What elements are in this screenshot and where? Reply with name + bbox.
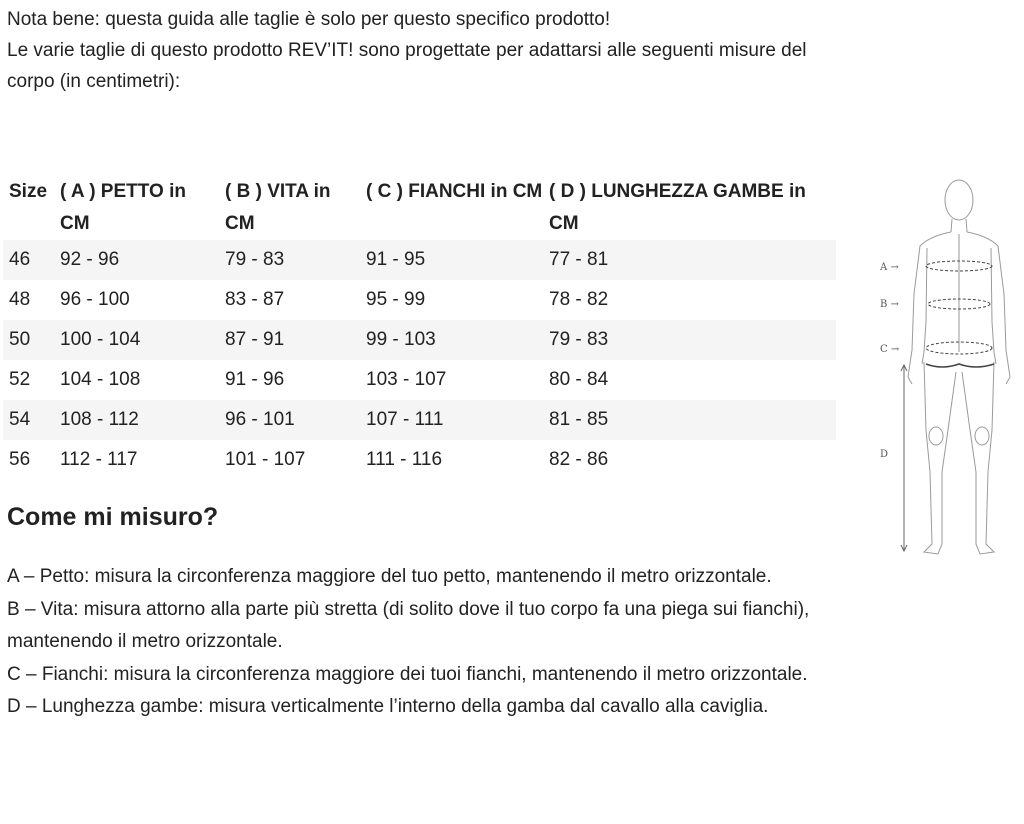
header-chest: ( A ) PETTO in CM bbox=[60, 181, 186, 234]
howto-steps bbox=[7, 561, 837, 724]
cell-size: 56 bbox=[9, 449, 31, 470]
step-leg-length: D – Lunghezza gambe: misura verticalmente l’interno della gamba dal cavallo alla caviglia. bbox=[7, 696, 769, 717]
cell-size: 46 bbox=[3, 240, 54, 280]
intro-description: Le varie taglie di questo prodotto REV’IT! sono progettate per adattarsi alle seguenti misure del corpo (in centimetri): bbox=[7, 40, 807, 92]
label-b: B → bbox=[880, 299, 899, 310]
cell-size: 50 bbox=[3, 320, 54, 360]
table-row bbox=[3, 400, 836, 440]
cell-chest: 112 - 117 bbox=[60, 449, 138, 470]
label-d: D bbox=[880, 449, 889, 460]
cell-waist: 96 - 101 bbox=[219, 400, 360, 440]
table-row bbox=[3, 240, 836, 280]
cell-leg-length: 79 - 83 bbox=[543, 320, 836, 360]
cell-chest: 100 - 104 bbox=[54, 320, 219, 360]
table-row bbox=[3, 280, 836, 320]
intro-note: Nota bene: questa guida alle taglie è solo per questo specifico prodotto! bbox=[7, 9, 611, 30]
step-chest: A – Petto: misura la circonferenza maggiore del tuo petto, mantenendo il metro orizzontale. bbox=[7, 566, 772, 587]
cell-leg-length: 78 - 82 bbox=[549, 289, 609, 310]
cell-waist: 91 - 96 bbox=[225, 369, 285, 390]
cell-chest: 96 - 100 bbox=[60, 289, 130, 310]
cell-waist: 101 - 107 bbox=[225, 449, 306, 470]
size-table-header-row bbox=[3, 172, 836, 240]
step-hips: C – Fianchi: misura la circonferenza maggiore dei tuoi fianchi, mantenendo il metro orizzontale. bbox=[7, 663, 808, 685]
cell-leg-length: 80 - 84 bbox=[549, 369, 609, 390]
howto-title: Come mi misuro? bbox=[7, 503, 219, 531]
cell-size: 52 bbox=[9, 369, 31, 390]
size-table bbox=[3, 172, 836, 480]
table-row bbox=[3, 360, 836, 400]
header-waist: ( B ) VITA in CM bbox=[225, 181, 331, 234]
cell-waist: 83 - 87 bbox=[225, 289, 285, 310]
cell-hips: 91 - 95 bbox=[360, 240, 543, 280]
body-measurement-figure bbox=[872, 172, 1022, 564]
cell-chest: 108 - 112 bbox=[54, 400, 219, 440]
cell-leg-length: 82 - 86 bbox=[549, 449, 609, 470]
cell-waist: 87 - 91 bbox=[219, 320, 360, 360]
cell-leg-length: 77 - 81 bbox=[543, 240, 836, 280]
cell-waist: 79 - 83 bbox=[219, 240, 360, 280]
step-waist: B – Vita: misura attorno alla parte più stretta (di solito dove il tuo corpo fa una piega sui fianchi), mantenendo il metro orizzontale. bbox=[7, 598, 810, 652]
cell-hips: 103 - 107 bbox=[366, 369, 447, 390]
cell-size: 48 bbox=[9, 289, 31, 310]
header-leg-length: ( D ) LUNGHEZZA GAMBE in CM bbox=[549, 181, 806, 234]
cell-chest: 92 - 96 bbox=[54, 240, 219, 280]
header-size: Size bbox=[9, 181, 48, 202]
body-figure-illustration bbox=[872, 172, 1022, 564]
head-shape bbox=[945, 180, 973, 220]
cell-hips: 107 - 111 bbox=[360, 400, 543, 440]
cell-hips: 99 - 103 bbox=[360, 320, 543, 360]
cell-hips: 111 - 116 bbox=[366, 449, 443, 470]
table-row bbox=[3, 320, 836, 360]
cell-hips: 95 - 99 bbox=[366, 289, 426, 310]
cell-size: 54 bbox=[3, 400, 54, 440]
cell-chest: 104 - 108 bbox=[60, 369, 141, 390]
header-hips: ( C ) FIANCHI in CM bbox=[366, 181, 543, 202]
label-a: A → bbox=[880, 262, 899, 273]
intro-text bbox=[7, 4, 847, 97]
cell-leg-length: 81 - 85 bbox=[543, 400, 836, 440]
table-row bbox=[3, 440, 836, 480]
label-c: C → bbox=[880, 344, 900, 355]
